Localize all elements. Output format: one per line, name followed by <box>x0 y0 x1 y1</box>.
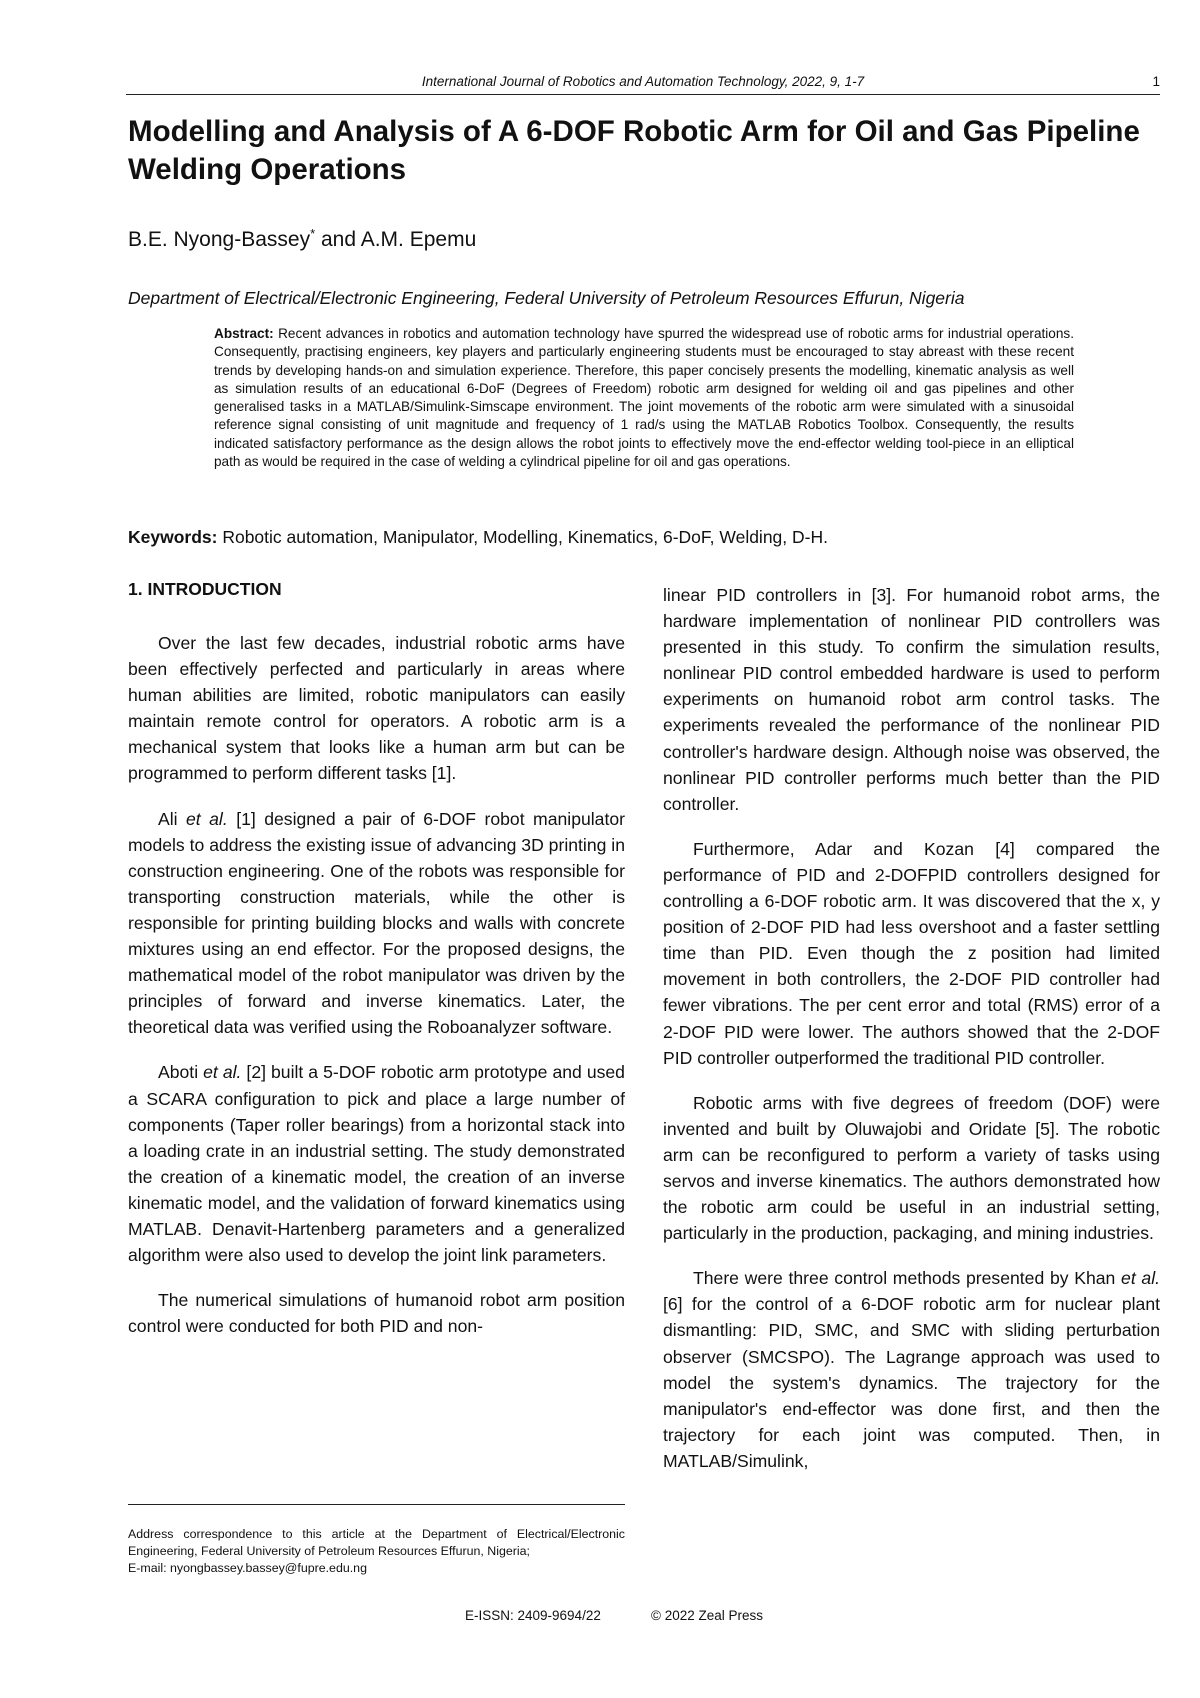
text-run: [1] designed a pair of 6-DOF robot manipulator models to address the existing issue of advancing 3D printing in construction engineering. One of the robots was responsible for transporting construction materials, while the other is responsible for printing building blocks and walls with concrete mixtures using an end effector. For the proposed designs, the mathematical model of the robot manipulator was driven by the principles of forward and inverse kinematics. Later, the theoretical data was verified using the Roboanalyzer software. <box>128 808 625 1038</box>
paragraph <box>663 1265 1160 1474</box>
keywords-text: Robotic automation, Manipulator, Modelling, Kinematics, 6-DoF, Welding, D-H. <box>217 527 828 547</box>
right-column <box>663 582 1160 1493</box>
keywords <box>128 527 828 548</box>
left-column <box>128 578 625 1358</box>
footnote-divider <box>128 1504 625 1505</box>
correspondence-footnote <box>128 1526 625 1577</box>
paragraph: Over the last few decades, industrial robotic arms have been effectively perfected and particularly in areas where human abilities are limited, robotic manipulators can easily maintain remote control for operators. A robotic arm is a mechanical system that looks like a human arm but can be programmed to perform different tasks [1]. <box>128 633 625 784</box>
paper-title: Modelling and Analysis of A 6-DOF Robotic Arm for Oil and Gas Pipeline Welding Operations <box>128 115 1140 186</box>
abstract-text: Recent advances in robotics and automation technology have spurred the widespread use of robotic arms for industrial operations. Consequently, practising engineers, key players and particularly engineering students must be encouraged to stay abreast with these recent trends by developing hands-on and simulation experience. Therefore, this paper concisely presents the modelling, kinematic analysis as well as simulation results of an educational 6-DoF (Degrees of Freedom) robotic arm designed for welding oil and gas pipelines and other generalised tasks in a MATLAB/Simulink-Simscape environment. The joint movements of the robotic arm were simulated with a sinusoidal reference signal consisting of unit magnitude and frequency of 1 rad/s using the MATLAB Robotics Toolbox. Consequently, the results indicated satisfactory performance as the design allows the robot joints to effectively move the end-effector welding tool-piece in an elliptical path as would be required in the case of welding a cylindrical pipeline for oil and gas operations. <box>214 326 1074 470</box>
paragraph <box>128 1059 625 1268</box>
issn: E-ISSN: 2409-9694/22 <box>465 1608 601 1623</box>
abstract-label: Abstract: <box>214 326 274 341</box>
author-rest: and A.M. Epemu <box>315 228 477 251</box>
page-number: 1 <box>1152 74 1160 89</box>
text-run: [2] built a 5-DOF robotic arm prototype and used a SCARA configuration to pick and place a large number of components (Taper roller bearings) from a horizontal stack into a loading crate in an industrial setting. The study demonstrated the creation of a kinematic model, the creation of an inverse kinematic model, and the validation of forward kinematics using MATLAB. Denavit-Hartenberg parameters and a generalized algorithm were also used to develop the joint link parameters. <box>128 1062 625 1266</box>
footnote-email: E-mail: nyongbassey.bassey@fupre.edu.ng <box>128 1561 367 1575</box>
paragraph <box>128 806 625 1041</box>
paragraph: The numerical simulations of humanoid robot arm position control were conducted for both PID and non- <box>128 1290 625 1337</box>
paragraph: Furthermore, Adar and Kozan [4] compared the performance of PID and 2-DOFPID controllers designed for controlling a 6-DOF robotic arm. It was discovered that the x, y position of 2-DOF PID had less overshoot and a faster settling time than PID. Even though the z position had limited movement in both controllers, the 2-DOF PID controller had fewer vibrations. The per cent error and total (RMS) error of a 2-DOF PID were lower. The authors showed that the 2-DOF PID controller outperformed the traditional PID controller. <box>663 838 1160 1068</box>
text-run: [6] for the control of a 6-DOF robotic arm for nuclear plant dismantling: PID, SMC, and SMC with sliding perturbation observer (SMCSPO). The Lagrange approach was used to model the system's dynamics. The trajectory for the manipulator's end-effector was done first, and then the trajectory for each joint was computed. Then, in MATLAB/Simulink, <box>663 1294 1160 1471</box>
section-heading-introduction: 1. INTRODUCTION <box>128 579 282 599</box>
paragraph: Robotic arms with five degrees of freedom (DOF) were invented and built by Oluwajobi and Oridate [5]. The robotic arm can be reconfigured to perform a variety of tasks using servos and inverse kinematics. The authors demonstrated how the robotic arm could be useful in an industrial setting, particularly in the production, packaging, and mining industries. <box>663 1092 1160 1244</box>
italic-text: et al. <box>186 808 228 829</box>
copyright: © 2022 Zeal Press <box>651 1608 764 1623</box>
journal-citation: International Journal of Robotics and Automation Technology, 2022, 9, 1-7 <box>421 74 865 89</box>
corresponding-author-mark: * <box>310 226 316 241</box>
affiliation: Department of Electrical/Electronic Engineering, Federal University of Petroleum Resources Effurun, Nigeria <box>128 288 965 308</box>
text-run: There were three control methods presented by Khan <box>693 1268 1122 1289</box>
paragraph: linear PID controllers in [3]. For humanoid robot arms, the hardware implementation of nonlinear PID controllers was presented in this study. To confirm the simulation results, nonlinear PID control embedded hardware is used to perform experiments on humanoid robot arm control tasks. The experiments revealed the performance of the nonlinear PID controller's hardware design. Although noise was observed, the nonlinear PID controller performs much better than the PID controller. <box>663 585 1160 814</box>
italic-text: et al. <box>203 1062 242 1083</box>
text-run: Aboti <box>158 1062 204 1083</box>
author-first: B.E. Nyong-Bassey <box>128 228 311 251</box>
running-header <box>126 70 1160 95</box>
text-run: Ali <box>158 808 187 829</box>
keywords-label: Keywords: <box>128 527 218 547</box>
abstract <box>214 325 1074 471</box>
footnote-address: Address correspondence to this article at the Department of Electrical/Electronic Engineering, Federal University of Petroleum Resources Effurun, Nigeria; <box>128 1527 625 1558</box>
italic-text: et al. <box>1121 1268 1160 1289</box>
author-list <box>128 226 476 252</box>
